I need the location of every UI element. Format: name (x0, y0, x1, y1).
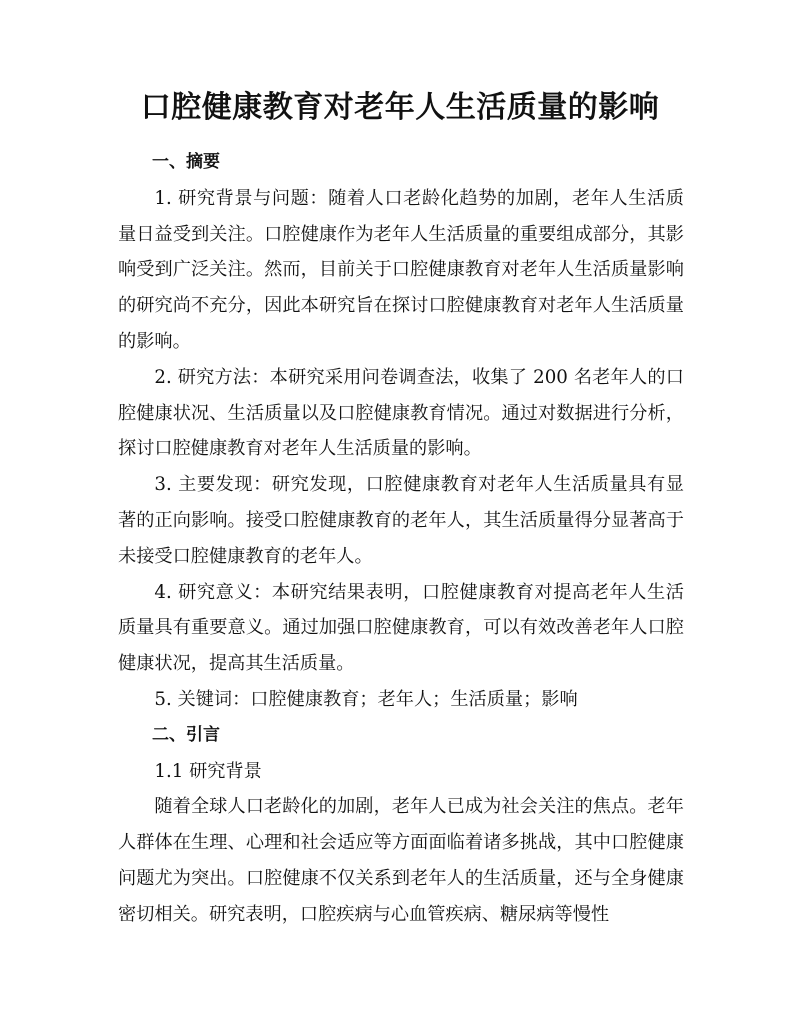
abstract-paragraph-findings: 3. 主要发现：研究发现，口腔健康教育对老年人生活质量具有显著的正向影响。接受口腔健康教育的老年人，其生活质量得分显著高于未接受口腔健康教育的老年人。 (118, 474, 684, 567)
introduction-paragraph: 随着全球人口老龄化的加剧，老年人已成为社会关注的焦点。老年人群体在生理、心理和社会适应等方面面临着诸多挑战，其中口腔健康问题尤为突出。口腔健康不仅关系到老年人的生活质量，还与全身健康密切相关。研究表明，口腔疾病与心血管疾病、糖尿病等慢性 (118, 796, 684, 925)
abstract-paragraph-background: 1. 研究背景与问题：随着人口老龄化趋势的加剧，老年人生活质量日益受到关注。口腔健康作为老年人生活质量的重要组成部分，其影响受到广泛关注。然而，目前关于口腔健康教育对老年人生活质量影响的研究尚不充分，因此本研究旨在探讨口腔健康教育对老年人生活质量的影响。 (118, 187, 684, 352)
document-body (118, 145, 684, 933)
section-heading-introduction: 二、引言 (152, 724, 220, 745)
abstract-paragraph-keywords: 5. 关键词：口腔健康教育；老年人；生活质量；影响 (154, 688, 578, 710)
section-heading-abstract: 一、摘要 (152, 152, 220, 172)
abstract-paragraph-method: 2. 研究方法：本研究采用问卷调查法，收集了 200 名老年人的口腔健康状况、生活质量以及口腔健康教育情况。通过对数据进行分析，探讨口腔健康教育对老年人生活质量的影响。 (118, 366, 684, 460)
subsection-heading-background: 1.1 研究背景 (154, 760, 262, 782)
abstract-paragraph-significance: 4. 研究意义：本研究结果表明，口腔健康教育对提高老年人生活质量具有重要意义。通过加强口腔健康教育，可以有效改善老年人口腔健康状况，提高其生活质量。 (118, 581, 684, 675)
document-title: 口腔健康教育对老年人生活质量的影响 (140, 90, 660, 125)
